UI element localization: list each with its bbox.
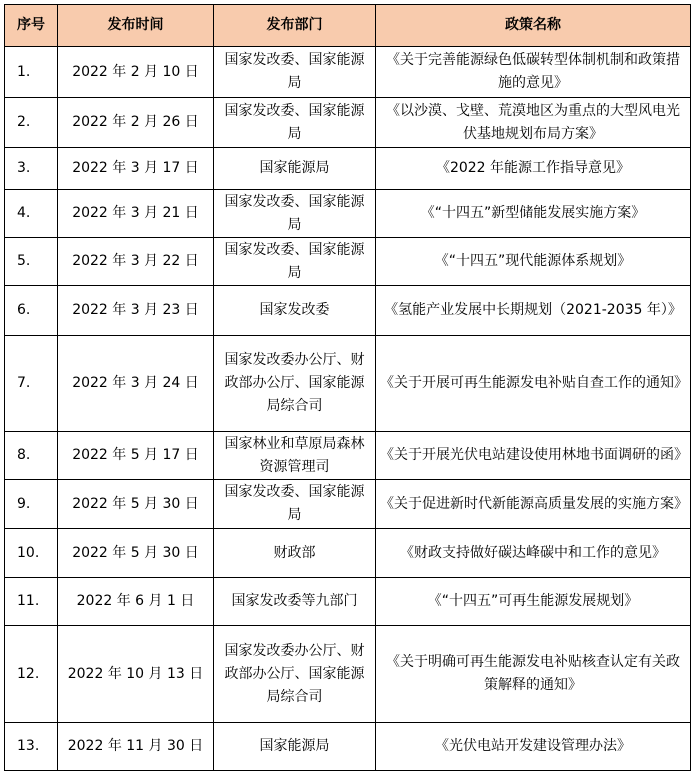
row-policy: 《光伏电站开发建设管理办法》 bbox=[376, 723, 691, 771]
row-seq: 9. bbox=[5, 480, 58, 529]
row-dept: 国家发改委、国家能源局 bbox=[214, 47, 376, 98]
row-dept: 国家能源局 bbox=[214, 148, 376, 190]
table-row bbox=[5, 432, 691, 480]
header-policy: 政策名称 bbox=[376, 5, 691, 47]
table-row bbox=[5, 286, 691, 336]
row-dept: 国家发改委办公厅、财政部办公厅、国家能源局综合司 bbox=[214, 626, 376, 723]
row-policy: 《财政支持做好碳达峰碳中和工作的意见》 bbox=[376, 529, 691, 578]
row-seq: 10. bbox=[5, 529, 58, 578]
row-date: 2022 年 3 月 17 日 bbox=[58, 148, 214, 190]
table-row bbox=[5, 98, 691, 148]
table-row bbox=[5, 238, 691, 286]
row-policy: 《2022 年能源工作指导意见》 bbox=[376, 148, 691, 190]
row-seq: 8. bbox=[5, 432, 58, 480]
row-policy: 《关于开展可再生能源发电补贴自查工作的通知》 bbox=[376, 336, 691, 432]
row-seq: 13. bbox=[5, 723, 58, 771]
header-date: 发布时间 bbox=[58, 5, 214, 47]
row-seq: 1. bbox=[5, 47, 58, 98]
row-date: 2022 年 3 月 22 日 bbox=[58, 238, 214, 286]
table-row bbox=[5, 148, 691, 190]
row-policy: 《关于完善能源绿色低碳转型体制机制和政策措施的意见》 bbox=[376, 47, 691, 98]
table-row bbox=[5, 190, 691, 238]
row-seq: 3. bbox=[5, 148, 58, 190]
row-date: 2022 年 2 月 26 日 bbox=[58, 98, 214, 148]
row-policy: 《“十四五”现代能源体系规划》 bbox=[376, 238, 691, 286]
row-policy: 《关于促进新时代新能源高质量发展的实施方案》 bbox=[376, 480, 691, 529]
row-date: 2022 年 3 月 21 日 bbox=[58, 190, 214, 238]
table-row bbox=[5, 529, 691, 578]
row-dept: 国家能源局 bbox=[214, 723, 376, 771]
row-policy: 《以沙漠、戈壁、荒漠地区为重点的大型风电光伏基地规划布局方案》 bbox=[376, 98, 691, 148]
table-row bbox=[5, 578, 691, 626]
row-date: 2022 年 5 月 17 日 bbox=[58, 432, 214, 480]
row-dept: 国家发改委、国家能源局 bbox=[214, 98, 376, 148]
table-row bbox=[5, 626, 691, 723]
row-dept: 财政部 bbox=[214, 529, 376, 578]
table-row bbox=[5, 480, 691, 529]
policy-table bbox=[4, 4, 691, 771]
table-header-row bbox=[5, 5, 691, 47]
row-seq: 7. bbox=[5, 336, 58, 432]
row-date: 2022 年 11 月 30 日 bbox=[58, 723, 214, 771]
row-dept: 国家林业和草原局森林资源管理司 bbox=[214, 432, 376, 480]
row-dept: 国家发改委、国家能源局 bbox=[214, 238, 376, 286]
row-date: 2022 年 3 月 24 日 bbox=[58, 336, 214, 432]
row-dept: 国家发改委办公厅、财政部办公厅、国家能源局综合司 bbox=[214, 336, 376, 432]
row-seq: 5. bbox=[5, 238, 58, 286]
row-policy: 《关于开展光伏电站建设使用林地书面调研的函》 bbox=[376, 432, 691, 480]
row-dept: 国家发改委、国家能源局 bbox=[214, 190, 376, 238]
row-date: 2022 年 5 月 30 日 bbox=[58, 529, 214, 578]
row-policy: 《“十四五”新型储能发展实施方案》 bbox=[376, 190, 691, 238]
row-dept: 国家发改委、国家能源局 bbox=[214, 480, 376, 529]
row-policy: 《“十四五”可再生能源发展规划》 bbox=[376, 578, 691, 626]
row-date: 2022 年 2 月 10 日 bbox=[58, 47, 214, 98]
table-row bbox=[5, 47, 691, 98]
row-dept: 国家发改委等九部门 bbox=[214, 578, 376, 626]
row-seq: 12. bbox=[5, 626, 58, 723]
header-dept: 发布部门 bbox=[214, 5, 376, 47]
table-row bbox=[5, 723, 691, 771]
row-date: 2022 年 3 月 23 日 bbox=[58, 286, 214, 336]
row-seq: 2. bbox=[5, 98, 58, 148]
row-date: 2022 年 10 月 13 日 bbox=[58, 626, 214, 723]
row-policy: 《关于明确可再生能源发电补贴核查认定有关政策解释的通知》 bbox=[376, 626, 691, 723]
header-seq: 序号 bbox=[5, 5, 58, 47]
row-dept: 国家发改委 bbox=[214, 286, 376, 336]
row-seq: 6. bbox=[5, 286, 58, 336]
row-date: 2022 年 6 月 1 日 bbox=[58, 578, 214, 626]
row-date: 2022 年 5 月 30 日 bbox=[58, 480, 214, 529]
table-row bbox=[5, 336, 691, 432]
row-policy: 《氢能产业发展中长期规划（2021-2035 年）》 bbox=[376, 286, 691, 336]
row-seq: 11. bbox=[5, 578, 58, 626]
row-seq: 4. bbox=[5, 190, 58, 238]
